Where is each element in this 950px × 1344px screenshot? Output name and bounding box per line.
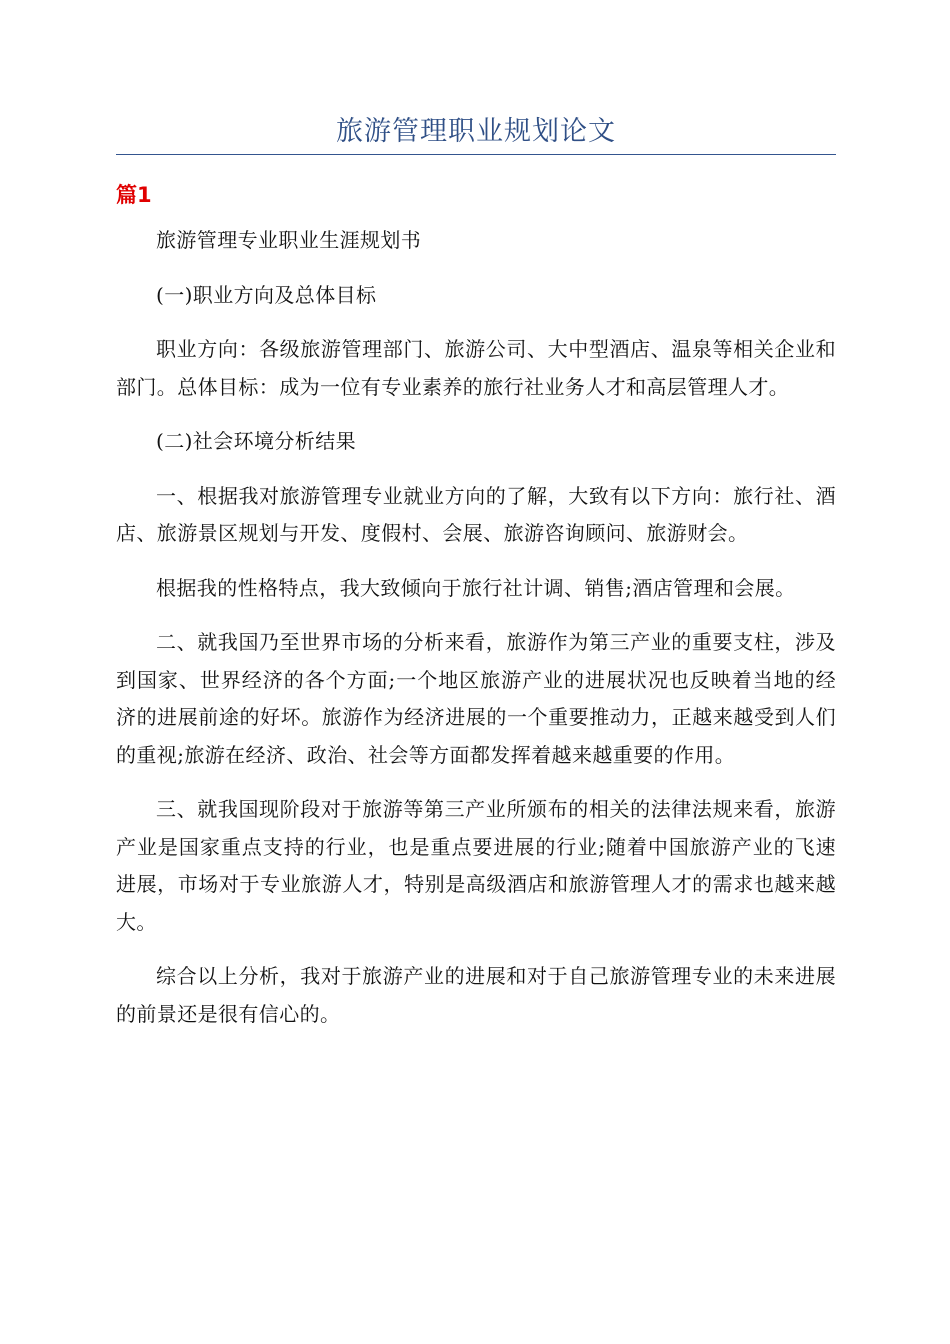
section-label: 篇1 [116, 183, 152, 207]
paragraph: 三、就我国现阶段对于旅游等第三产业所颁布的相关的法律法规来看，旅游产业是国家重点支持的行业，也是重点要进展的行业;随着中国旅游产业的飞速进展，市场对于专业旅游人才，特别是高级酒店和旅游管理人才的需求也越来越大。 [116, 797, 836, 934]
paragraph: 综合以上分析，我对于旅游产业的进展和对于自己旅游管理专业的未来进展的前景还是很有信心的。 [116, 964, 836, 1026]
paragraph-heading: 旅游管理专业职业生涯规划书 [156, 228, 422, 252]
paragraph: 二、就我国乃至世界市场的分析来看，旅游作为第三产业的重要支柱，涉及到国家、世界经济的各个方面;一个地区旅游产业的进展状况也反映着当地的经济的进展前途的好坏。旅游作为经济进展的一个重要推动力，正越来越受到人们的重视;旅游在经济、政治、社会等方面都发挥着越来越重要的作用。 [116, 630, 836, 767]
title-divider [116, 154, 836, 155]
document-title: 旅游管理职业规划论文 [336, 116, 616, 147]
paragraph-subheading-1: (一)职业方向及总体目标 [156, 282, 377, 307]
paragraph: 一、根据我对旅游管理专业就业方向的了解，大致有以下方向：旅行社、酒店、旅游景区规划与开发、度假村、会展、旅游咨询顾问、旅游财会。 [116, 483, 836, 545]
paragraph: 根据我的性格特点，我大致倾向于旅行社计调、销售;酒店管理和会展。 [156, 575, 796, 600]
document-body [116, 222, 836, 1050]
paragraph-subheading-2: (二)社会环境分析结果 [156, 429, 357, 453]
paragraph: 职业方向：各级旅游管理部门、旅游公司、大中型酒店、温泉等相关企业和部门。总体目标：成为一位有专业素养的旅行社业务人才和高层管理人才。 [116, 337, 836, 399]
